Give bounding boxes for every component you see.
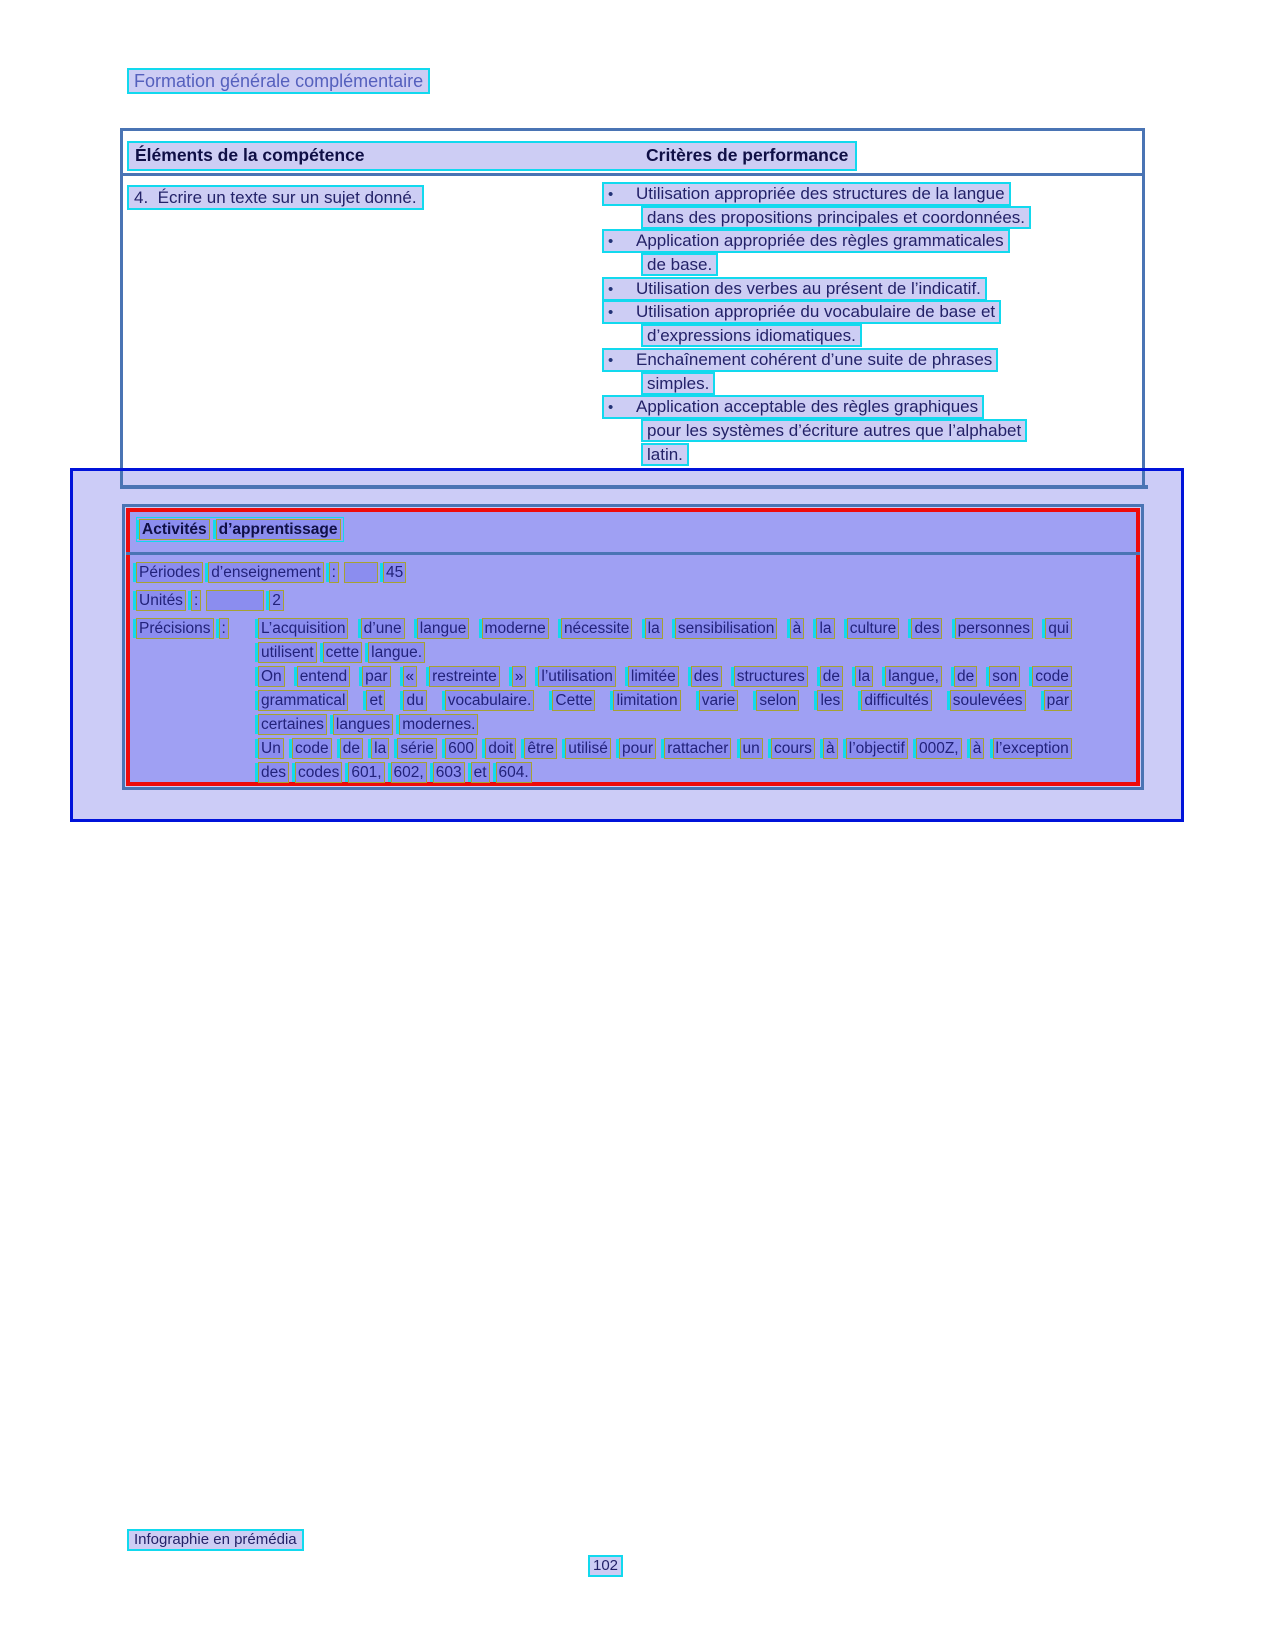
word-highlight: les bbox=[817, 690, 843, 711]
activities-title-word: Activités bbox=[139, 519, 210, 540]
element-cell bbox=[127, 185, 424, 210]
precisions-line bbox=[258, 618, 1072, 642]
activities-title-word: d’apprentissage bbox=[216, 519, 341, 540]
activities-highlight-box bbox=[126, 508, 1140, 786]
word-highlight: de bbox=[954, 666, 977, 687]
criteria-row bbox=[602, 324, 1142, 348]
bullet-icon: • bbox=[608, 399, 614, 417]
word-highlight: soulevées bbox=[950, 690, 1026, 711]
activity-label-word: Périodes bbox=[136, 562, 203, 583]
word-highlight: 600 bbox=[445, 738, 477, 759]
bullet-icon: • bbox=[608, 304, 614, 322]
word-highlight: l’objectif bbox=[846, 738, 908, 759]
word-highlight: rattacher bbox=[664, 738, 731, 759]
element-text bbox=[127, 185, 424, 210]
colon: : bbox=[219, 618, 229, 639]
activities-panel bbox=[70, 468, 1184, 822]
table-border-stub-right bbox=[1142, 471, 1145, 485]
activities-title bbox=[136, 517, 344, 542]
colon: : bbox=[191, 590, 201, 611]
word-highlight: la bbox=[371, 738, 389, 759]
word-highlight: vocabulaire. bbox=[445, 690, 535, 711]
criteria-row bbox=[602, 395, 1142, 419]
word-highlight: moderne bbox=[482, 618, 549, 639]
criteria-list bbox=[602, 182, 1142, 466]
word-highlight: de bbox=[340, 738, 363, 759]
colon: : bbox=[329, 562, 339, 583]
page-header-title: Formation générale complémentaire bbox=[127, 68, 430, 94]
activities-box bbox=[122, 504, 1144, 790]
word-highlight: selon bbox=[756, 690, 799, 711]
word-highlight: de bbox=[820, 666, 843, 687]
word-highlight: langue. bbox=[368, 642, 425, 663]
word-highlight: série bbox=[397, 738, 437, 759]
criteria-line: de base. bbox=[641, 253, 718, 276]
bullet-icon: • bbox=[608, 233, 614, 251]
criteria-row bbox=[602, 443, 1142, 467]
word-highlight: langue bbox=[417, 618, 470, 639]
word-highlight: et bbox=[471, 762, 490, 783]
criteria-row bbox=[602, 253, 1142, 277]
criteria-line: pour les systèmes d’écriture autres que l’alphabet bbox=[641, 419, 1027, 442]
criteria-line: dans des propositions principales et coordonnées. bbox=[641, 206, 1031, 229]
word-highlight: personnes bbox=[955, 618, 1033, 639]
word-highlight: des bbox=[258, 762, 289, 783]
criteria-line: simples. bbox=[641, 372, 715, 395]
criteria-row bbox=[602, 372, 1142, 396]
precisions-line bbox=[258, 738, 1072, 762]
criteria-row bbox=[602, 419, 1142, 443]
word-highlight: un bbox=[740, 738, 763, 759]
criteria-item: • Application acceptable des règles graphiques bbox=[602, 395, 984, 419]
word-highlight: langue, bbox=[885, 666, 942, 687]
page-header bbox=[127, 68, 430, 94]
table-header-row bbox=[127, 141, 857, 171]
word-highlight: » bbox=[512, 666, 527, 687]
word-highlight: structures bbox=[734, 666, 808, 687]
precisions-line bbox=[258, 666, 1072, 690]
word-highlight: sensibilisation bbox=[675, 618, 778, 639]
word-highlight: pour bbox=[619, 738, 656, 759]
word-highlight: qui bbox=[1045, 618, 1072, 639]
activity-label-word: Unités bbox=[136, 590, 186, 611]
word-highlight: 000Z, bbox=[916, 738, 962, 759]
criteria-row bbox=[602, 182, 1142, 206]
criteria-item: • Utilisation des verbes au présent de l’indicatif. bbox=[602, 277, 987, 301]
word-highlight: langues bbox=[333, 714, 393, 735]
word-highlight: 601, bbox=[348, 762, 384, 783]
bullet-icon: • bbox=[608, 280, 614, 298]
precisions-label: Précisions bbox=[136, 618, 214, 639]
word-highlight: varie bbox=[699, 690, 739, 711]
precisions-line bbox=[258, 762, 532, 786]
word-highlight: doit bbox=[485, 738, 516, 759]
word-highlight: par bbox=[362, 666, 390, 687]
word-highlight: limitée bbox=[628, 666, 679, 687]
activity-value: 45 bbox=[383, 562, 406, 583]
table-bottom-border bbox=[120, 485, 1148, 489]
word-highlight: l’exception bbox=[993, 738, 1072, 759]
word-highlight: Un bbox=[258, 738, 284, 759]
word-highlight: 602, bbox=[391, 762, 427, 783]
word-highlight: par bbox=[1044, 690, 1072, 711]
criteria-item: • Application appropriée des règles grammaticales bbox=[602, 229, 1010, 253]
criteria-item: • Utilisation appropriée des structures de la langue bbox=[602, 182, 1011, 206]
word-highlight: 603 bbox=[433, 762, 465, 783]
competence-table bbox=[120, 128, 1145, 468]
col-header-elements: Éléments de la compétence bbox=[135, 145, 365, 165]
table-border-stub-left bbox=[120, 471, 123, 485]
word-highlight: L’acquisition bbox=[258, 618, 348, 639]
word-highlight: modernes. bbox=[399, 714, 478, 735]
precisions-paragraphs bbox=[258, 618, 1072, 786]
word-highlight: « bbox=[403, 666, 418, 687]
word-highlight: grammatical bbox=[258, 690, 348, 711]
word-highlight: cette bbox=[323, 642, 363, 663]
criteria-row bbox=[602, 300, 1142, 324]
criteria-line: latin. bbox=[641, 443, 689, 466]
criteria-row bbox=[602, 206, 1142, 230]
word-highlight: à bbox=[790, 618, 805, 639]
word-highlight: être bbox=[524, 738, 557, 759]
precisions-line bbox=[258, 642, 425, 666]
word-highlight: son bbox=[989, 666, 1020, 687]
value-spacer bbox=[206, 590, 264, 611]
criteria-row bbox=[602, 229, 1142, 253]
word-highlight: la bbox=[816, 618, 834, 639]
word-highlight: entend bbox=[297, 666, 350, 687]
footer bbox=[127, 1529, 304, 1551]
page-number-wrap bbox=[588, 1555, 623, 1577]
word-highlight: des bbox=[691, 666, 722, 687]
value-spacer bbox=[344, 562, 378, 583]
precisions-line bbox=[258, 714, 478, 738]
element-number: 4. bbox=[134, 188, 149, 207]
word-highlight: à bbox=[970, 738, 985, 759]
word-highlight: l’utilisation bbox=[538, 666, 616, 687]
precisions-label-row bbox=[136, 618, 229, 639]
word-highlight: la bbox=[645, 618, 663, 639]
word-highlight: à bbox=[823, 738, 838, 759]
activity-value: 2 bbox=[269, 590, 284, 611]
activity-row bbox=[136, 562, 406, 583]
word-highlight: cours bbox=[771, 738, 815, 759]
word-highlight: d’une bbox=[361, 618, 405, 639]
word-highlight: certaines bbox=[258, 714, 327, 735]
word-highlight: 604. bbox=[496, 762, 532, 783]
criteria-item: • Enchaînement cohérent d’une suite de phrases bbox=[602, 348, 998, 372]
criteria-line: d’expressions idiomatiques. bbox=[641, 324, 862, 347]
word-highlight: limitation bbox=[613, 690, 680, 711]
word-highlight: Cette bbox=[552, 690, 595, 711]
word-highlight: culture bbox=[847, 618, 900, 639]
bullet-icon: • bbox=[608, 351, 614, 369]
word-highlight: et bbox=[366, 690, 385, 711]
word-highlight: utilisent bbox=[258, 642, 317, 663]
word-highlight: restreinte bbox=[429, 666, 500, 687]
word-highlight: du bbox=[403, 690, 426, 711]
word-highlight: code bbox=[1032, 666, 1072, 687]
word-highlight: On bbox=[258, 666, 285, 687]
word-highlight: utilisé bbox=[565, 738, 611, 759]
word-highlight: codes bbox=[295, 762, 342, 783]
precisions-line bbox=[258, 690, 1072, 714]
activities-title-divider bbox=[126, 552, 1140, 555]
word-highlight: la bbox=[855, 666, 873, 687]
table-header-divider bbox=[120, 173, 1145, 176]
word-highlight: nécessite bbox=[561, 618, 632, 639]
word-highlight: difficultés bbox=[861, 690, 931, 711]
criteria-row bbox=[602, 277, 1142, 301]
activity-label-word: d’enseignement bbox=[208, 562, 323, 583]
activity-row bbox=[136, 590, 284, 611]
bullet-icon: • bbox=[608, 186, 614, 203]
element-label: Écrire un texte sur un sujet donné. bbox=[157, 188, 417, 207]
word-highlight: code bbox=[292, 738, 332, 759]
page-number: 102 bbox=[588, 1555, 623, 1577]
col-header-criteres: Critères de performance bbox=[646, 145, 849, 165]
footer-text: Infographie en prémédia bbox=[127, 1529, 304, 1551]
criteria-item: • Utilisation appropriée du vocabulaire de base et bbox=[602, 300, 1001, 324]
word-highlight: des bbox=[911, 618, 942, 639]
criteria-row bbox=[602, 348, 1142, 372]
